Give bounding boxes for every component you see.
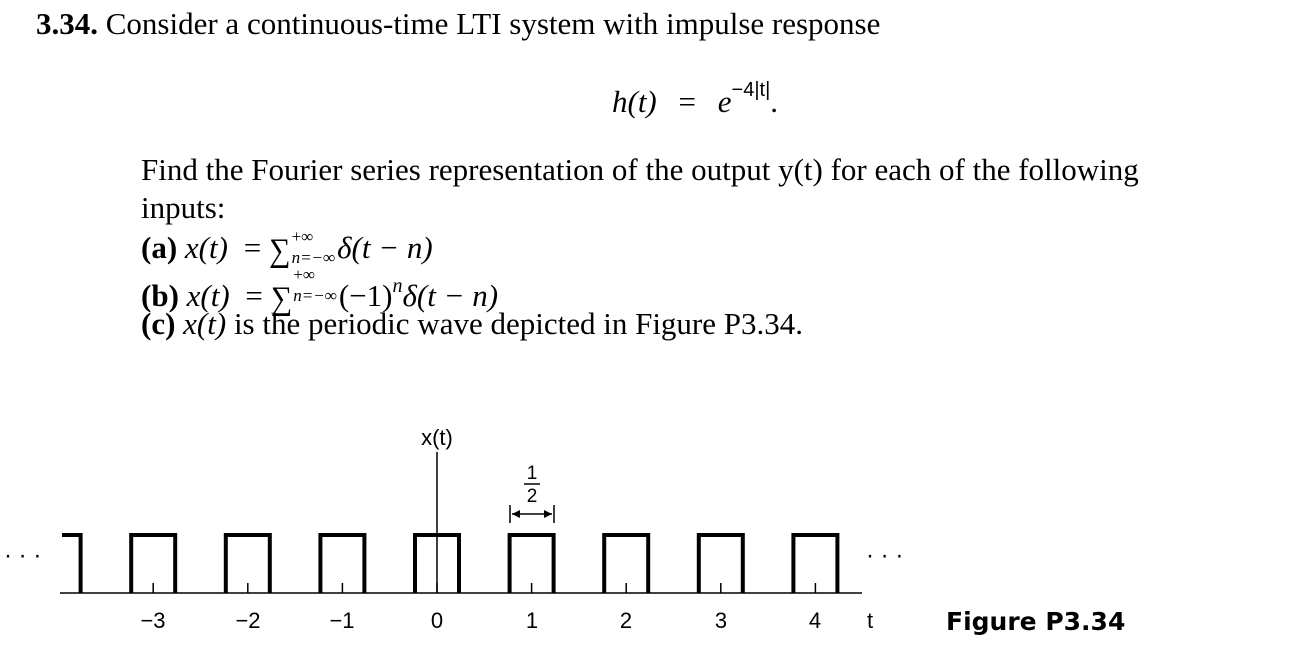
part-c-lhs: x(t) (183, 306, 227, 341)
part-b-body-base: (−1) (338, 278, 393, 313)
task-line-2: inputs: (141, 190, 226, 225)
width-marker-denominator: 2 (526, 486, 538, 507)
task-line-1: Find the Fourier series representation of the output y(t) for each of the following (141, 152, 1139, 187)
tick-label: −3 (140, 608, 166, 633)
problem-number: 3.34. (36, 6, 98, 41)
part-a-label: (a) (141, 230, 178, 265)
ellipsis-left: · · · (4, 542, 42, 569)
part-a-equals: = (243, 230, 262, 265)
part-b-sum-upper: +∞ (293, 265, 316, 284)
part-a-sum-upper: +∞ (291, 227, 314, 246)
equation-end: . (770, 84, 779, 119)
marker-arrowhead-right (544, 510, 552, 518)
tick-label: 2 (619, 608, 633, 633)
part-c-label: (c) (141, 306, 176, 341)
width-marker-numerator: 1 (526, 463, 538, 484)
tick-labels (140, 608, 821, 633)
part-b-body-exp: n (392, 275, 403, 297)
equation-base: e (717, 84, 732, 119)
tick-label: 4 (808, 608, 822, 633)
tick-label: −2 (235, 608, 261, 633)
partial-pulse (62, 535, 81, 593)
problem-intro: Consider a continuous-time LTI system with impulse response (105, 6, 881, 41)
part-b-sum-lower: n=−∞ (293, 286, 337, 305)
tick-label: 1 (525, 608, 539, 633)
tick-label: 3 (714, 608, 728, 633)
tick-label: 0 (430, 608, 444, 633)
part-c-text: is the periodic wave depicted in Figure P3.34. (226, 306, 804, 341)
tick-marks (153, 583, 815, 593)
sum-symbol: ∑ (269, 232, 291, 269)
part-a-body: δ(t − n) (337, 230, 433, 265)
width-marker (510, 463, 554, 523)
marker-arrowhead-left (512, 510, 520, 518)
y-axis-label: x(t) (421, 425, 453, 450)
part-b-body-rest: δ(t − n) (402, 278, 499, 313)
tick-label: −1 (329, 608, 355, 633)
part-b-label: (b) (141, 278, 179, 313)
part-b-lhs: x(t) (186, 278, 230, 313)
figure-caption: Figure P3.34 (946, 607, 1126, 636)
equation-lhs: h(t) (612, 84, 657, 119)
equation-exponent: −4|t| (731, 79, 771, 101)
part-a-lhs: x(t) (184, 230, 228, 265)
equation-equals: = (678, 84, 696, 119)
sum-symbol: ∑ (270, 280, 293, 317)
part-b-equals: = (245, 278, 263, 313)
x-axis-label: t (866, 608, 874, 633)
part-a-sum-lower: n=−∞ (291, 248, 336, 267)
ellipsis-right: · · · (866, 542, 904, 569)
